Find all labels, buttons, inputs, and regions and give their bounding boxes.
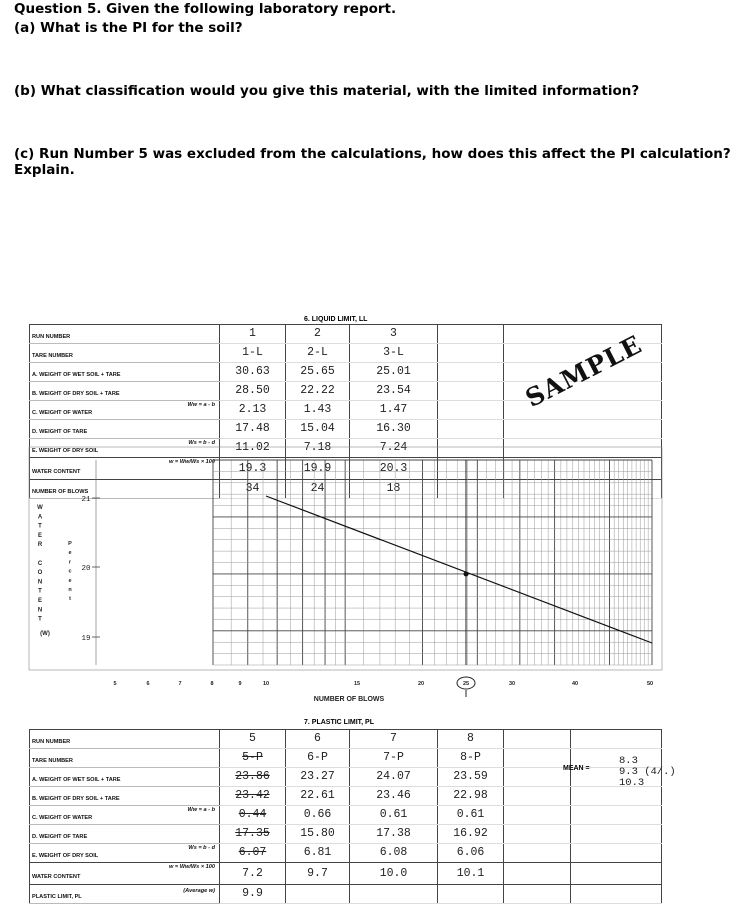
ll-point-25-blows bbox=[464, 572, 469, 577]
ll-formula-w: w = Ww/Ws × 100 bbox=[168, 459, 215, 465]
pl-run4-a: 23.59 bbox=[453, 770, 488, 783]
x-tick-label: 8 bbox=[210, 681, 214, 687]
pl-run1-a: 23.86 bbox=[235, 770, 270, 783]
ll-run1-w: 19.3 bbox=[238, 461, 267, 475]
pl-run4-d: 16.92 bbox=[453, 827, 488, 840]
pl-row-c bbox=[30, 806, 662, 825]
pl-label-e: E. WEIGHT OF DRY SOIL bbox=[32, 853, 99, 859]
question-title: Question 5. Given the following laboratory report. bbox=[14, 1, 397, 17]
pl-formula-e: Ws = b - d bbox=[188, 845, 215, 851]
pl-row-w bbox=[30, 863, 662, 885]
pl-run1-b: 23.42 bbox=[235, 789, 270, 802]
mean-label: MEAN = bbox=[563, 765, 590, 772]
y-axis-percent-letter: e bbox=[68, 550, 72, 557]
ll-formula-e: Ws = b - d bbox=[188, 440, 215, 446]
pl-run2-b: 22.61 bbox=[300, 789, 335, 802]
pl-run2-d: 15.80 bbox=[300, 827, 335, 840]
ll-run2-blows: 24 bbox=[310, 482, 325, 495]
pl-run3-c: 0.61 bbox=[379, 808, 408, 821]
ll-run1-tare: 1-L bbox=[242, 346, 263, 359]
pl-run2-run: 6 bbox=[314, 732, 321, 745]
y-axis-letter: T bbox=[38, 523, 42, 530]
pl-label-b: B. WEIGHT OF DRY SOIL + TARE bbox=[32, 796, 120, 802]
pl-run1-tare: 5-P bbox=[242, 751, 263, 764]
x-tick-label: 40 bbox=[571, 681, 579, 687]
ll-run1-a: 30.63 bbox=[235, 365, 270, 378]
ll-run3-a: 25.01 bbox=[376, 365, 411, 378]
y-axis-letter: N bbox=[37, 607, 43, 614]
pl-label-run: RUN NUMBER bbox=[32, 739, 71, 745]
ll-run3-b: 23.54 bbox=[376, 384, 411, 397]
ll-row-tare bbox=[30, 344, 662, 363]
ll-label-tare: TARE NUMBER bbox=[32, 353, 73, 359]
pl-formula-w: w = Ww/Ws × 100 bbox=[168, 864, 215, 870]
pl-row-e bbox=[30, 844, 662, 863]
ll-run3-tare: 3-L bbox=[383, 346, 404, 359]
x-tick-label: 30 bbox=[508, 681, 516, 687]
pl-run3-b: 23.46 bbox=[376, 789, 411, 802]
flow-line bbox=[266, 496, 652, 643]
ll-run2-c: 1.43 bbox=[303, 403, 332, 416]
ll-run1-blows: 34 bbox=[245, 482, 260, 495]
flow-curve-chart bbox=[0, 445, 745, 715]
y-tick-label: 19 bbox=[81, 635, 91, 643]
y-tick-label: 20 bbox=[81, 565, 91, 573]
ll-label-run: RUN NUMBER bbox=[32, 334, 71, 340]
ll-run3-run: 3 bbox=[390, 327, 397, 340]
y-axis-letter: W bbox=[37, 505, 43, 511]
ll-section-title: 6. LIQUID LIMIT, LL bbox=[304, 316, 368, 323]
pl-run4-e: 6.06 bbox=[456, 846, 485, 859]
ll-run2-e: 7.18 bbox=[303, 441, 332, 454]
pl-run3-tare: 7-P bbox=[383, 751, 404, 764]
question-b: (b) What classification would you give this material, with the limited information? bbox=[14, 83, 640, 99]
pl-label-c: C. WEIGHT OF WATER bbox=[32, 815, 93, 821]
pl-run2-e: 6.81 bbox=[303, 846, 332, 859]
pl-run1-d: 17.35 bbox=[235, 827, 270, 840]
ll-row-c bbox=[30, 401, 662, 420]
pl-run2-w: 9.7 bbox=[307, 866, 328, 880]
x-tick-label: 15 bbox=[353, 681, 361, 687]
pl-run4-b: 22.98 bbox=[453, 789, 488, 802]
sample-watermark: SAMPLE bbox=[520, 329, 647, 413]
ll-row-run bbox=[30, 325, 662, 344]
ll-run1-d: 17.48 bbox=[235, 422, 270, 435]
y-axis-letter: T bbox=[38, 588, 42, 595]
ll-label-b: B. WEIGHT OF DRY SOIL + TARE bbox=[32, 391, 120, 397]
ll-run2-b: 22.22 bbox=[300, 384, 335, 397]
y-axis-letter: A bbox=[37, 514, 43, 521]
ll-label-d: D. WEIGHT OF TARE bbox=[32, 429, 88, 435]
mean-value-mid: 9.3 (4/.) bbox=[619, 766, 676, 778]
pl-run4-w: 10.1 bbox=[456, 866, 485, 880]
ll-run3-e: 7.24 bbox=[379, 441, 408, 454]
x-tick-label: 50 bbox=[646, 681, 654, 687]
pl-run3-d: 17.38 bbox=[376, 827, 411, 840]
pl-run1-run: 5 bbox=[249, 732, 256, 745]
y-axis-percent-letter: r bbox=[68, 559, 72, 566]
question-c: (c) Run Number 5 was excluded from the calculations, how does this affect the PI calculation? Explain. bbox=[14, 146, 731, 178]
ll-run3-w: 20.3 bbox=[379, 461, 408, 475]
ll-row-d bbox=[30, 420, 662, 439]
y-axis-percent-letter: c bbox=[68, 568, 72, 575]
pl-row-run bbox=[30, 730, 662, 749]
mean-value-high: 10.3 bbox=[619, 777, 645, 789]
y-axis-letter: N bbox=[37, 579, 43, 586]
pl-run1-pl: 9.9 bbox=[242, 887, 263, 900]
y-axis-percent-letter: t bbox=[69, 596, 71, 603]
pl-run3-e: 6.08 bbox=[379, 846, 408, 859]
pl-run3-a: 24.07 bbox=[376, 770, 411, 783]
y-axis-percent-letter: P bbox=[68, 541, 72, 547]
ll-label-w: WATER CONTENT bbox=[32, 468, 81, 475]
y-axis-letter: R bbox=[37, 542, 43, 549]
ll-formula-c: Ww = a - b bbox=[187, 402, 215, 408]
ll-label-blows: NUMBER OF BLOWS bbox=[32, 489, 89, 495]
pl-run4-c: 0.61 bbox=[456, 808, 485, 821]
y-tick-label: 21 bbox=[81, 496, 91, 504]
y-axis-letter: E bbox=[37, 598, 43, 604]
ll-run1-b: 28.50 bbox=[235, 384, 270, 397]
y-axis-letter: C bbox=[37, 560, 43, 567]
pl-label-d: D. WEIGHT OF TARE bbox=[32, 834, 88, 840]
pl-run2-c: 0.66 bbox=[303, 808, 332, 821]
x-tick-label: 7 bbox=[178, 681, 182, 687]
ll-run2-d: 15.04 bbox=[300, 422, 335, 435]
y-axis-unit: (W) bbox=[40, 631, 50, 637]
x-tick-label: 10 bbox=[262, 681, 270, 687]
ll-run3-d: 16.30 bbox=[376, 422, 411, 435]
pl-label-a: A. WEIGHT OF WET SOIL + TARE bbox=[32, 777, 121, 783]
pl-average-label: (Average w) bbox=[183, 888, 215, 894]
ll-run2-a: 25.65 bbox=[300, 365, 335, 378]
pl-run4-run: 8 bbox=[467, 732, 474, 745]
pl-section-title: 7. PLASTIC LIMIT, PL bbox=[304, 719, 375, 726]
ll-label-e: E. WEIGHT OF DRY SOIL bbox=[32, 448, 99, 454]
ll-label-a: A. WEIGHT OF WET SOIL + TARE bbox=[32, 372, 121, 378]
ll-run1-e: 11.02 bbox=[235, 441, 270, 454]
y-axis-percent-letter: n bbox=[68, 587, 72, 593]
ll-run3-blows: 18 bbox=[386, 482, 401, 495]
pl-run3-run: 7 bbox=[390, 732, 397, 745]
y-axis-percent-letter: e bbox=[68, 577, 72, 584]
x-tick-label: 5 bbox=[113, 681, 117, 687]
pl-label-tare: TARE NUMBER bbox=[32, 758, 73, 764]
ll-run1-run: 1 bbox=[249, 327, 256, 340]
pl-run2-a: 23.27 bbox=[300, 770, 335, 783]
y-axis-letter: O bbox=[37, 570, 43, 577]
x-axis-label: NUMBER OF BLOWS bbox=[313, 696, 385, 703]
ll-run2-run: 2 bbox=[314, 327, 321, 340]
pl-formula-c: Ww = a - b bbox=[187, 807, 215, 813]
plastic-limit-table bbox=[29, 729, 662, 904]
x-tick-label: 9 bbox=[238, 681, 242, 687]
ll-label-c: C. WEIGHT OF WATER bbox=[32, 410, 93, 416]
pl-run1-e: 6.07 bbox=[238, 846, 267, 859]
mean-value-low: 8.3 bbox=[619, 755, 638, 767]
pl-run2-tare: 6-P bbox=[307, 751, 328, 764]
pl-run3-w: 10.0 bbox=[379, 866, 408, 880]
x-tick-label: 25 bbox=[462, 681, 470, 687]
ll-run2-w: 19.9 bbox=[303, 461, 332, 475]
y-axis-letter: E bbox=[37, 532, 43, 539]
pl-row-d bbox=[30, 825, 662, 844]
x-tick-label: 20 bbox=[417, 681, 425, 687]
pl-run1-c: 0.44 bbox=[238, 808, 267, 821]
pl-run4-tare: 8-P bbox=[460, 751, 481, 764]
question-a: (a) What is the PI for the soil? bbox=[14, 20, 243, 36]
pl-run1-w: 7.2 bbox=[242, 866, 263, 880]
pl-label-pl: PLASTIC LIMIT, PL bbox=[32, 894, 82, 900]
pl-row-b bbox=[30, 787, 662, 806]
pl-label-w: WATER CONTENT bbox=[32, 873, 81, 880]
ll-run2-tare: 2-L bbox=[307, 346, 328, 359]
pl-row-pl bbox=[30, 885, 662, 904]
x-tick-label: 6 bbox=[146, 681, 150, 687]
ll-run3-c: 1.47 bbox=[379, 403, 408, 416]
y-axis-letter: T bbox=[38, 616, 42, 623]
ll-run1-c: 2.13 bbox=[238, 403, 267, 416]
